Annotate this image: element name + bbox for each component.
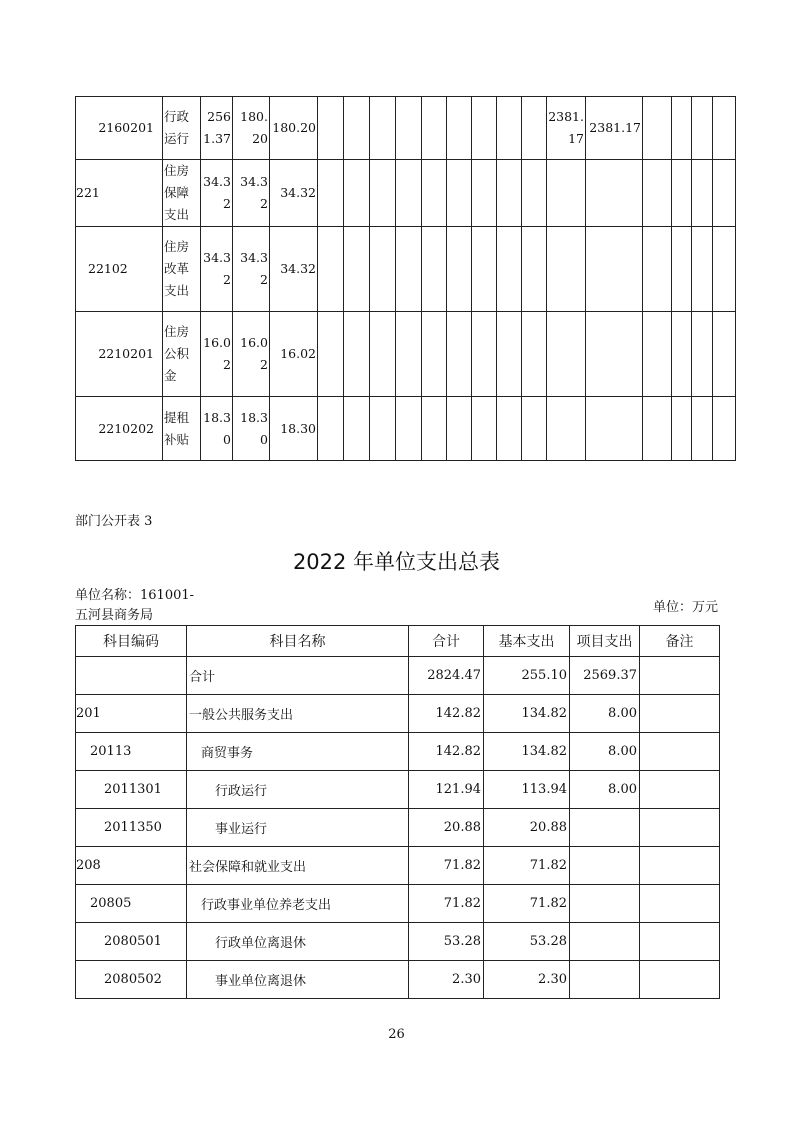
empty-cell [692,160,713,227]
note-cell [640,885,720,923]
total-cell: 34.32 [201,227,233,312]
empty-cell [643,227,672,312]
total-cell: 2561.37 [201,97,233,160]
code-cell: 201 [76,695,187,733]
name-cell: 住房公积金 [163,312,201,397]
table-label: 部门公开表 3 [75,514,153,529]
project-cell: 2569.37 [570,657,640,695]
value-cell: 2381.17 [586,97,643,160]
note-cell [640,771,720,809]
empty-cell [447,97,472,160]
empty-cell [522,312,547,397]
value-cell: 2381.17 [547,97,586,160]
code-cell: 20113 [76,733,187,771]
name-cell: 行政运行 [163,97,201,160]
value-cell: 18.30 [233,397,270,461]
project-cell: 8.00 [570,733,640,771]
name-cell: 一般公共服务支出 [187,695,409,733]
table-row [76,97,736,160]
value-cell: 34.32 [233,160,270,227]
name-cell: 事业单位离退休 [187,961,409,999]
project-cell: 8.00 [570,771,640,809]
total-cell: 20.88 [409,809,484,847]
empty-cell [672,97,692,160]
value-cell: 16.02 [270,312,318,397]
empty-cell [344,227,370,312]
code-cell [76,657,187,695]
project-cell [570,961,640,999]
empty-cell [692,397,713,461]
empty-cell [396,160,422,227]
table-row [76,160,736,227]
basic-cell: 71.82 [484,847,570,885]
empty-cell [422,160,447,227]
basic-cell: 71.82 [484,885,570,923]
empty-cell [396,97,422,160]
empty-cell [672,312,692,397]
value-cell: 180.20 [270,97,318,160]
empty-cell [396,227,422,312]
empty-cell [643,97,672,160]
code-cell: 22102 [76,227,163,312]
unit-name-line1: 单位名称：161001- [75,588,195,603]
basic-cell: 255.10 [484,657,570,695]
project-cell [570,923,640,961]
header-name: 科目名称 [187,626,409,657]
table-row [76,809,720,847]
empty-cell [344,312,370,397]
table-header-row [76,626,720,657]
name-cell: 住房改革支出 [163,227,201,312]
value-cell [586,312,643,397]
empty-cell [344,97,370,160]
empty-cell [522,227,547,312]
code-cell: 2011301 [76,771,187,809]
name-cell: 商贸事务 [187,733,409,771]
table-row [76,312,736,397]
header-total: 合计 [409,626,484,657]
empty-cell [396,397,422,461]
value-cell: 180.20 [233,97,270,160]
table-row [76,923,720,961]
note-cell [640,695,720,733]
empty-cell [692,97,713,160]
note-cell [640,733,720,771]
note-cell [640,657,720,695]
empty-cell [692,227,713,312]
value-cell: 18.30 [270,397,318,461]
header-project: 项目支出 [570,626,640,657]
table-row [76,847,720,885]
empty-cell [447,397,472,461]
empty-cell [370,227,396,312]
empty-cell [422,97,447,160]
empty-cell [472,97,497,160]
table-row [76,695,720,733]
name-cell: 行政单位离退休 [187,923,409,961]
empty-cell [713,227,736,312]
empty-cell [447,227,472,312]
total-cell: 142.82 [409,733,484,771]
header-note: 备注 [640,626,720,657]
basic-cell: 20.88 [484,809,570,847]
unit-name-line2: 五河县商务局 [75,608,154,623]
table-row [76,771,720,809]
name-cell: 行政事业单位养老支出 [187,885,409,923]
empty-cell [672,227,692,312]
empty-cell [447,312,472,397]
empty-cell [472,312,497,397]
note-cell [640,847,720,885]
total-cell: 71.82 [409,885,484,923]
empty-cell [447,160,472,227]
header-basic: 基本支出 [484,626,570,657]
empty-cell [672,397,692,461]
empty-cell [713,160,736,227]
project-cell [570,809,640,847]
empty-cell [713,312,736,397]
code-cell: 221 [76,160,163,227]
total-cell: 16.02 [201,312,233,397]
name-cell: 合计 [187,657,409,695]
note-cell [640,923,720,961]
note-cell [640,809,720,847]
code-cell: 20805 [76,885,187,923]
total-cell: 53.28 [409,923,484,961]
page-number: 26 [388,1027,405,1042]
total-cell: 142.82 [409,695,484,733]
value-cell: 34.32 [270,227,318,312]
empty-cell [472,397,497,461]
code-cell: 2160201 [76,97,163,160]
name-cell: 行政运行 [187,771,409,809]
header-code: 科目编码 [76,626,187,657]
code-cell: 2080501 [76,923,187,961]
empty-cell [370,312,396,397]
basic-cell: 2.30 [484,961,570,999]
project-cell [570,847,640,885]
empty-cell [318,160,344,227]
value-cell: 34.32 [270,160,318,227]
code-cell: 208 [76,847,187,885]
name-cell: 社会保障和就业支出 [187,847,409,885]
unit-name [75,586,194,626]
table-row [76,885,720,923]
empty-cell [472,160,497,227]
value-cell [547,397,586,461]
code-cell: 2210202 [76,397,163,461]
basic-cell: 134.82 [484,733,570,771]
empty-cell [497,312,522,397]
name-cell: 事业运行 [187,809,409,847]
continuation-table [75,96,736,461]
empty-cell [422,397,447,461]
code-cell: 2080502 [76,961,187,999]
empty-cell [497,227,522,312]
table-row [76,397,736,461]
total-cell: 71.82 [409,847,484,885]
empty-cell [692,312,713,397]
empty-cell [344,160,370,227]
table-row [76,961,720,999]
project-cell: 8.00 [570,695,640,733]
empty-cell [318,397,344,461]
empty-cell [643,312,672,397]
empty-cell [422,227,447,312]
empty-cell [370,160,396,227]
empty-cell [497,160,522,227]
value-cell [586,227,643,312]
basic-cell: 113.94 [484,771,570,809]
name-cell: 提租补贴 [163,397,201,461]
basic-cell: 134.82 [484,695,570,733]
value-cell [586,397,643,461]
empty-cell [318,97,344,160]
value-cell: 34.32 [233,227,270,312]
empty-cell [318,227,344,312]
empty-cell [370,97,396,160]
basic-cell: 53.28 [484,923,570,961]
value-cell [547,227,586,312]
empty-cell [522,397,547,461]
empty-cell [713,97,736,160]
total-cell: 2.30 [409,961,484,999]
empty-cell [497,97,522,160]
empty-cell [344,397,370,461]
table-row [76,733,720,771]
empty-cell [370,397,396,461]
note-cell [640,961,720,999]
value-cell [586,160,643,227]
expenditure-summary-table [75,625,720,999]
name-cell: 住房保障支出 [163,160,201,227]
empty-cell [396,312,422,397]
value-cell: 16.02 [233,312,270,397]
empty-cell [643,397,672,461]
empty-cell [522,97,547,160]
empty-cell [672,160,692,227]
code-cell: 2011350 [76,809,187,847]
table-row [76,657,720,695]
empty-cell [497,397,522,461]
page-title: 2022 年单位支出总表 [292,550,501,574]
empty-cell [472,227,497,312]
total-cell: 34.32 [201,160,233,227]
unit-label: 单位：万元 [652,600,718,615]
empty-cell [643,160,672,227]
code-cell: 2210201 [76,312,163,397]
empty-cell [713,397,736,461]
empty-cell [522,160,547,227]
total-cell: 2824.47 [409,657,484,695]
total-cell: 18.30 [201,397,233,461]
value-cell [547,312,586,397]
table-row [76,227,736,312]
empty-cell [318,312,344,397]
empty-cell [422,312,447,397]
total-cell: 121.94 [409,771,484,809]
project-cell [570,885,640,923]
value-cell [547,160,586,227]
